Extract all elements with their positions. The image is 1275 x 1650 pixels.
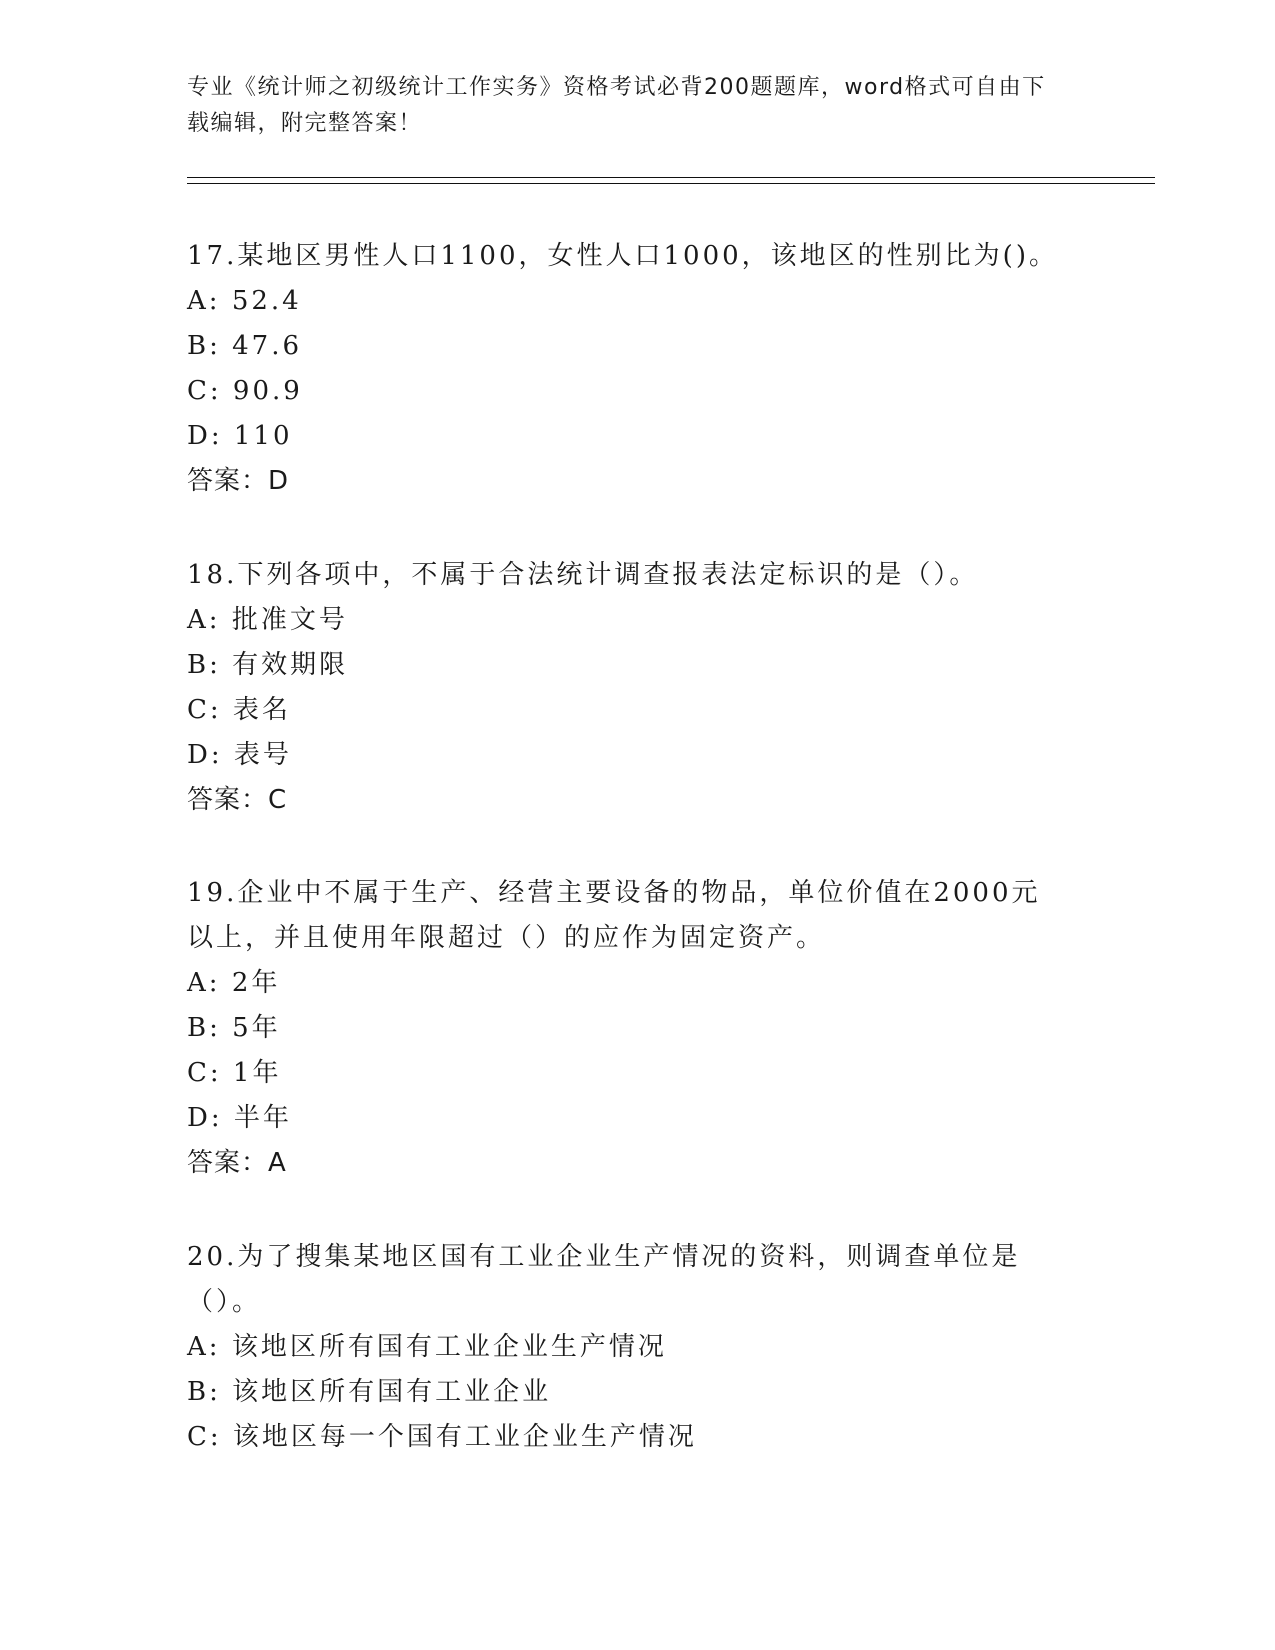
- answer-label: 答案：A: [187, 1148, 287, 1178]
- option-text: 1年: [232, 1058, 282, 1088]
- option-text: 5年: [232, 1013, 281, 1043]
- question-text: 19.企业中不属于生产、经营主要设备的物品，单位价值在2000元以上，并且使用年限超过（）的应作为固定资产。: [187, 878, 1041, 953]
- option-a: [187, 279, 1067, 324]
- question-text: 18.下列各项中，不属于合法统计调查报表法定标识的是（）。: [187, 560, 979, 590]
- page-header: 专业《统计师之初级统计工作实务》资格考试必背200题题库，word格式可自由下载编辑，附完整答案！: [187, 75, 1046, 136]
- option-text: 有效期限: [232, 650, 349, 680]
- option-text: 该地区所有国有工业企业: [232, 1377, 552, 1407]
- option-d: [187, 414, 1067, 459]
- option-letter: B:: [187, 650, 221, 680]
- option-letter: C:: [187, 1422, 222, 1452]
- answer-label: 答案：D: [187, 466, 290, 496]
- answer-label: 答案：C: [187, 785, 288, 815]
- option-letter: D:: [187, 421, 223, 451]
- option-text: 90.9: [232, 376, 303, 406]
- question-20: [187, 1235, 1067, 1460]
- option-a: [187, 598, 1067, 643]
- option-text: 批准文号: [231, 605, 348, 635]
- option-letter: C:: [187, 695, 222, 725]
- option-text: 2年: [231, 968, 281, 998]
- option-c: [187, 1415, 1067, 1460]
- option-text: 表号: [233, 740, 292, 770]
- option-letter: B:: [187, 1377, 221, 1407]
- option-letter: A:: [187, 968, 221, 998]
- header-divider-top: [187, 177, 1155, 178]
- option-letter: B:: [187, 331, 221, 361]
- option-a: [187, 961, 1067, 1006]
- option-letter: D:: [187, 740, 223, 770]
- option-b: [187, 324, 1067, 369]
- option-d: [187, 733, 1067, 778]
- option-letter: A:: [187, 286, 221, 316]
- question-17: [187, 234, 1067, 504]
- option-c: [187, 369, 1067, 414]
- option-letter: C:: [187, 376, 222, 406]
- option-text: 表名: [232, 695, 291, 725]
- question-19: [187, 871, 1067, 1186]
- option-letter: D:: [187, 1103, 223, 1133]
- header-divider-bottom: [187, 183, 1155, 184]
- option-text: 该地区所有国有工业企业生产情况: [231, 1332, 667, 1362]
- option-text: 110: [233, 421, 293, 451]
- option-a: [187, 1325, 1067, 1370]
- option-d: [187, 1096, 1067, 1141]
- option-text: 半年: [233, 1103, 292, 1133]
- question-text: 17.某地区男性人口1100，女性人口1000，该地区的性别比为()。: [187, 241, 1058, 271]
- question-text: 20.为了搜集某地区国有工业企业生产情况的资料，则调查单位是（）。: [187, 1242, 1021, 1317]
- option-letter: B:: [187, 1013, 221, 1043]
- option-c: [187, 1051, 1067, 1096]
- question-18: [187, 553, 1067, 823]
- option-letter: C:: [187, 1058, 222, 1088]
- option-c: [187, 688, 1067, 733]
- option-text: 47.6: [232, 331, 303, 361]
- option-letter: A:: [187, 1332, 221, 1362]
- option-text: 该地区每一个国有工业企业生产情况: [232, 1422, 697, 1452]
- option-b: [187, 1370, 1067, 1415]
- option-b: [187, 1006, 1067, 1051]
- option-letter: A:: [187, 605, 221, 635]
- option-b: [187, 643, 1067, 688]
- option-text: 52.4: [231, 286, 302, 316]
